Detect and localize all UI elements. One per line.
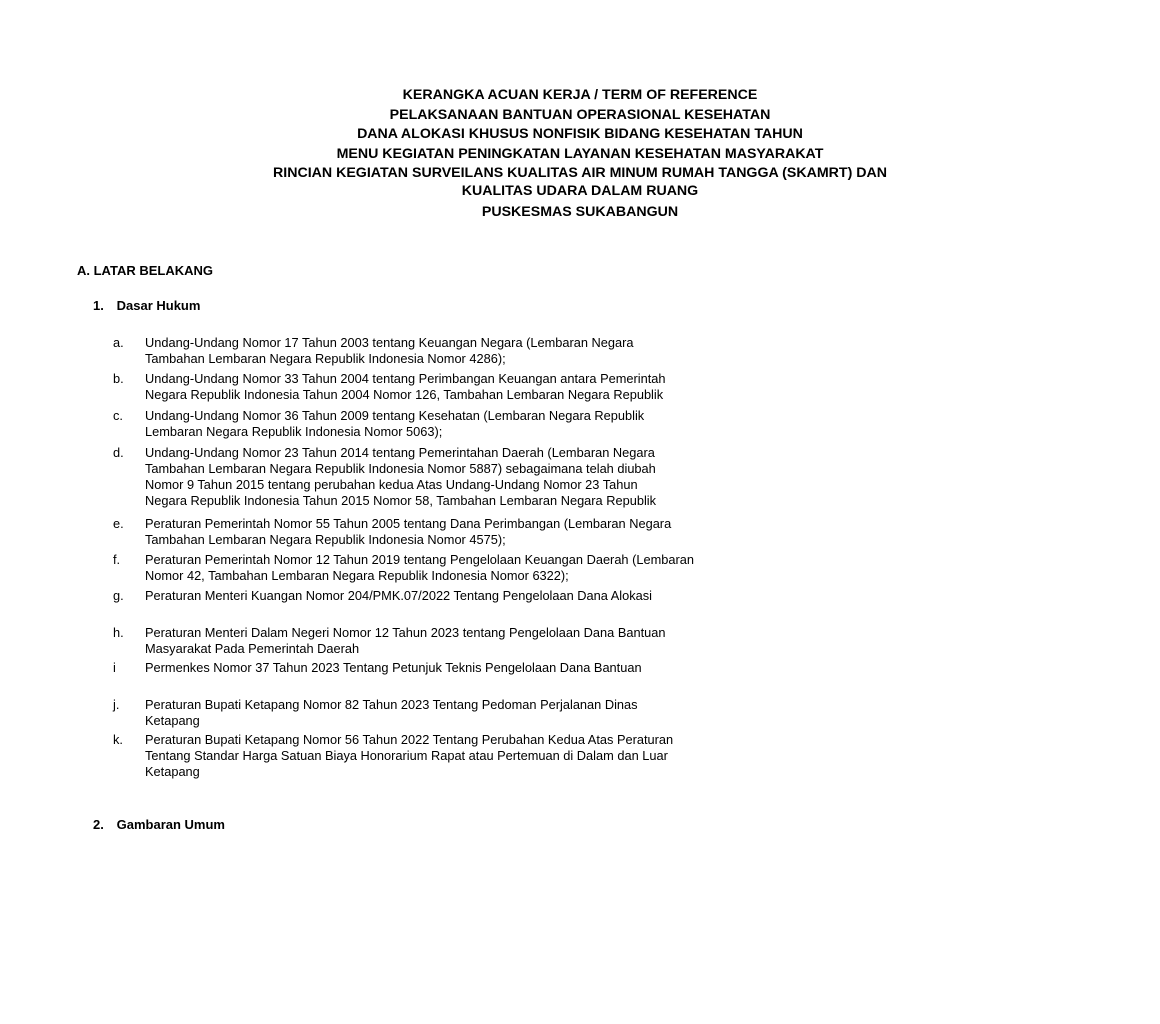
document-title (0, 86, 1160, 223)
subsection-heading-dasar-hukum (93, 298, 200, 314)
list-item-line: Ketapang (145, 713, 200, 728)
subsection-number: 2. (93, 817, 104, 832)
list-item-letter: c. (113, 408, 123, 423)
title-line: MENU KEGIATAN PENINGKATAN LAYANAN KESEHATAN MASYARAKAT (336, 145, 824, 162)
list-item-line: Peraturan Menteri Kuangan Nomor 204/PMK.07/2022 Tentang Pengelolaan Dana Alokasi (145, 588, 653, 603)
list-item-text (145, 408, 765, 440)
list-item-line: Nomor 42, Tambahan Lembaran Negara Republik Indonesia Nomor 6322); (145, 568, 569, 583)
list-item-letter: i (113, 660, 116, 675)
list-item-text (145, 335, 765, 367)
list-item-line: Peraturan Pemerintah Nomor 55 Tahun 2005 tentang Dana Perimbangan (Lembaran Negara (145, 516, 672, 531)
list-item-text (145, 371, 765, 403)
list-item-line: Masyarakat Pada Pemerintah Daerah (145, 641, 360, 656)
section-heading-latar-belakang: A. LATAR BELAKANG (77, 263, 214, 278)
list-item-letter: k. (113, 732, 123, 747)
list-item-text (145, 588, 765, 604)
list-item-line: Peraturan Bupati Ketapang Nomor 82 Tahun 2023 Tentang Pedoman Perjalanan Dinas (145, 697, 638, 712)
title-line: RINCIAN KEGIATAN SURVEILANS KUALITAS AIR MINUM RUMAH TANGGA (SKAMRT) DAN (273, 165, 887, 182)
list-item-line: Lembaran Negara Republik Indonesia Nomor 5063); (145, 424, 443, 439)
list-item-letter: e. (113, 516, 124, 531)
list-item-line: Negara Republik Indonesia Tahun 2004 Nomor 126, Tambahan Lembaran Negara Republik (145, 387, 664, 402)
title-line: KUALITAS UDARA DALAM RUANG (461, 182, 699, 199)
list-item-line: Negara Republik Indonesia Tahun 2015 Nomor 58, Tambahan Lembaran Negara Republik (145, 493, 657, 508)
list-item-line: Peraturan Bupati Ketapang Nomor 56 Tahun 2022 Tentang Perubahan Kedua Atas Peraturan (145, 732, 674, 747)
list-item-letter: g. (113, 588, 124, 603)
subsection-number: 1. (93, 298, 104, 313)
list-item-letter: a. (113, 335, 124, 350)
list-item-line: Nomor 9 Tahun 2015 tentang perubahan kedua Atas Undang-Undang Nomor 23 Tahun (145, 477, 638, 492)
list-item-letter: h. (113, 625, 124, 640)
list-item-line: Ketapang (145, 764, 200, 779)
list-item-text (145, 552, 765, 584)
list-item-line: Tentang Standar Harga Satuan Biaya Honorarium Rapat atau Pertemuan di Dalam dan Luar (145, 748, 668, 763)
list-item-letter: j. (113, 697, 120, 712)
list-item-text (145, 445, 765, 509)
list-item-text (145, 516, 765, 548)
list-item-letter: f. (113, 552, 121, 567)
list-item-line: Undang-Undang Nomor 36 Tahun 2009 tentang Kesehatan (Lembaran Negara Republik (145, 408, 645, 423)
subsection-heading-gambaran-umum (93, 817, 225, 833)
list-item-line: Undang-Undang Nomor 23 Tahun 2014 tentang Pemerintahan Daerah (Lembaran Negara (145, 445, 655, 460)
title-line: DANA ALOKASI KHUSUS NONFISIK BIDANG KESEHATAN TAHUN (357, 126, 803, 143)
list-item-line: Tambahan Lembaran Negara Republik Indonesia Nomor 4575); (145, 532, 506, 547)
subsection-label: Gambaran Umum (116, 817, 225, 832)
title-line: PELAKSANAAN BANTUAN OPERASIONAL KESEHATAN (389, 106, 771, 123)
list-item-line: Undang-Undang Nomor 33 Tahun 2004 tentang Perimbangan Keuangan antara Pemerintah (145, 371, 666, 386)
list-item-line: Peraturan Menteri Dalam Negeri Nomor 12 Tahun 2023 tentang Pengelolaan Dana Bantuan (145, 625, 666, 640)
list-item-line: Tambahan Lembaran Negara Republik Indonesia Nomor 5887) sebagaimana telah diubah (145, 461, 656, 476)
list-item-line: Permenkes Nomor 37 Tahun 2023 Tentang Petunjuk Teknis Pengelolaan Dana Bantuan (145, 660, 642, 675)
list-item-line: Peraturan Pemerintah Nomor 12 Tahun 2019 tentang Pengelolaan Keuangan Daerah (Lembaran (145, 552, 694, 567)
title-line: PUSKESMAS SUKABANGUN (481, 203, 679, 220)
list-item-line: Undang-Undang Nomor 17 Tahun 2003 tentang Keuangan Negara (Lembaran Negara (145, 335, 634, 350)
title-line: KERANGKA ACUAN KERJA / TERM OF REFERENCE (402, 87, 758, 103)
list-item-line: Tambahan Lembaran Negara Republik Indonesia Nomor 4286); (145, 351, 506, 366)
list-item-text (145, 732, 765, 780)
list-item-letter: d. (113, 445, 124, 460)
list-item-text (145, 660, 765, 676)
list-item-text (145, 697, 765, 729)
subsection-label: Dasar Hukum (116, 298, 201, 313)
list-item-text (145, 625, 765, 657)
list-item-letter: b. (113, 371, 124, 386)
